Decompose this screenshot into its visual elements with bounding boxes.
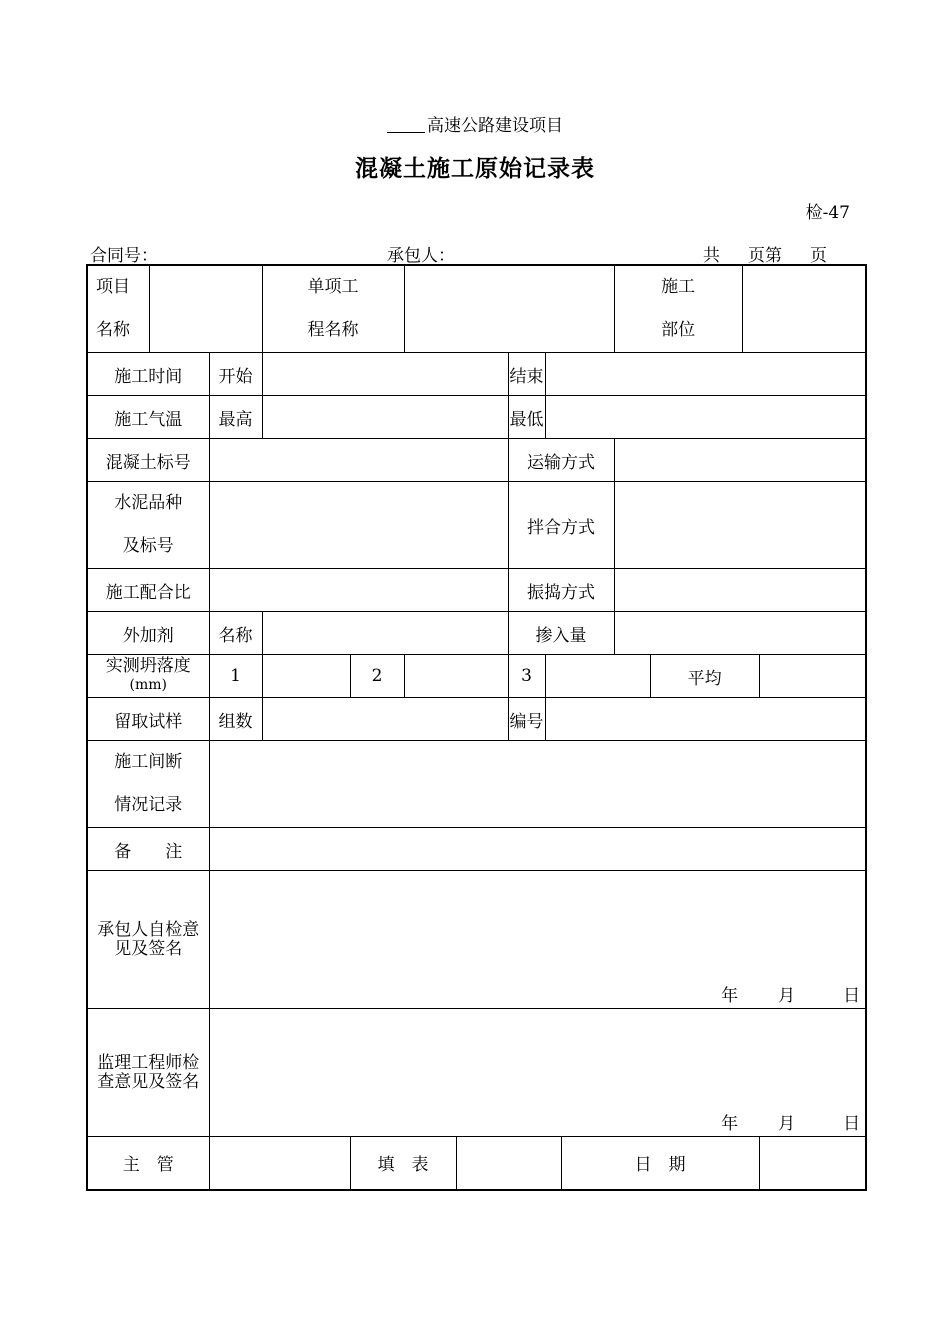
admixture-name-label: 名称 <box>209 612 262 655</box>
pages-mid-label: 页第 <box>748 246 782 266</box>
project-name-blank[interactable] <box>387 115 425 133</box>
time-end-label: 结束 <box>508 353 545 396</box>
slump-avg-field[interactable] <box>759 655 866 698</box>
grade-field[interactable] <box>209 439 508 482</box>
temp-min-field[interactable] <box>545 396 866 439</box>
record-table <box>86 264 867 1191</box>
transport-label: 运输方式 <box>508 439 614 482</box>
site-label: 施工 部位 <box>614 265 742 353</box>
transport-field[interactable] <box>614 439 866 482</box>
page-count <box>703 241 827 266</box>
slump-avg-label: 平均 <box>650 655 759 698</box>
temp-max-label: 最高 <box>209 396 262 439</box>
project-subtitle <box>0 111 950 136</box>
vibration-label: 振捣方式 <box>508 569 614 612</box>
item-name-field[interactable] <box>404 265 614 353</box>
ratio-field[interactable] <box>209 569 508 612</box>
vibration-field[interactable] <box>614 569 866 612</box>
cement-label: 水泥品种 及标号 <box>87 482 209 569</box>
contractor-label: 承包人： <box>387 246 455 266</box>
slump-3-field[interactable] <box>545 655 650 698</box>
sample-groups-field[interactable] <box>262 698 508 741</box>
contractor-sign-date: 年 月 日 <box>721 986 861 1006</box>
sample-number-label: 编号 <box>508 698 545 741</box>
interrupt-field[interactable] <box>209 741 866 828</box>
row-supervisor-sign <box>87 1009 866 1137</box>
dosage-label: 掺入量 <box>508 612 614 655</box>
row-samples <box>87 698 866 741</box>
slump-label: 实测坍落度 (mm) <box>87 655 209 698</box>
row-temperature <box>87 396 866 439</box>
admixture-name-field[interactable] <box>262 612 508 655</box>
time-start-label: 开始 <box>209 353 262 396</box>
project-name-label: 项目 名称 <box>87 265 149 353</box>
form-title: 混凝土施工原始记录表 <box>355 155 595 182</box>
site-field[interactable] <box>742 265 866 353</box>
remark-label: 备 注 <box>87 828 209 871</box>
contractor-sign-label: 承包人自检意 见及签名 <box>87 871 209 1009</box>
date-field[interactable] <box>759 1137 866 1190</box>
temp-max-field[interactable] <box>262 396 508 439</box>
item-name-label: 单项工 程名称 <box>262 265 404 353</box>
subtitle-text: 高速公路建设项目 <box>427 116 563 136</box>
grade-label: 混凝土标号 <box>87 439 209 482</box>
form-code: 检-47 <box>805 203 850 223</box>
slump-1-label: 1 <box>209 655 262 698</box>
mixing-label: 拌合方式 <box>508 482 614 569</box>
supervisor-sign-label: 监理工程师检 查意见及签名 <box>87 1009 209 1137</box>
sample-groups-label: 组数 <box>209 698 262 741</box>
row-project <box>87 265 866 353</box>
sample-number-field[interactable] <box>545 698 866 741</box>
cement-field[interactable] <box>209 482 508 569</box>
slump-2-label: 2 <box>350 655 404 698</box>
manager-field[interactable] <box>209 1137 350 1190</box>
time-start-field[interactable] <box>262 353 508 396</box>
mixing-field[interactable] <box>614 482 866 569</box>
pages-total-label: 共 <box>703 246 720 266</box>
pages-end-label: 页 <box>810 246 827 266</box>
slump-3-label: 3 <box>508 655 545 698</box>
dosage-field[interactable] <box>614 612 866 655</box>
remark-field[interactable] <box>209 828 866 871</box>
filler-field[interactable] <box>456 1137 561 1190</box>
slump-2-field[interactable] <box>404 655 508 698</box>
project-name-field[interactable] <box>149 265 262 353</box>
supervisor-sign-field[interactable] <box>209 1009 866 1137</box>
row-ratio <box>87 569 866 612</box>
ratio-label: 施工配合比 <box>87 569 209 612</box>
row-time <box>87 353 866 396</box>
temp-label: 施工气温 <box>87 396 209 439</box>
temp-min-label: 最低 <box>508 396 545 439</box>
filler-label: 填 表 <box>350 1137 456 1190</box>
row-cement <box>87 482 866 569</box>
interrupt-label: 施工间断 情况记录 <box>87 741 209 828</box>
date-label: 日 期 <box>561 1137 759 1190</box>
row-footer <box>87 1137 866 1190</box>
supervisor-sign-date: 年 月 日 <box>721 1114 861 1134</box>
admixture-label: 外加剂 <box>87 612 209 655</box>
time-end-field[interactable] <box>545 353 866 396</box>
row-admixture <box>87 612 866 655</box>
row-remarks <box>87 828 866 871</box>
row-grade <box>87 439 866 482</box>
sample-label: 留取试样 <box>87 698 209 741</box>
slump-1-field[interactable] <box>262 655 350 698</box>
manager-label: 主 管 <box>87 1137 209 1190</box>
contract-number-label: 合同号： <box>90 246 158 266</box>
row-slump <box>87 655 866 698</box>
row-contractor-sign <box>87 871 866 1009</box>
row-interruption <box>87 741 866 828</box>
time-label: 施工时间 <box>87 353 209 396</box>
contractor-sign-field[interactable] <box>209 871 866 1009</box>
